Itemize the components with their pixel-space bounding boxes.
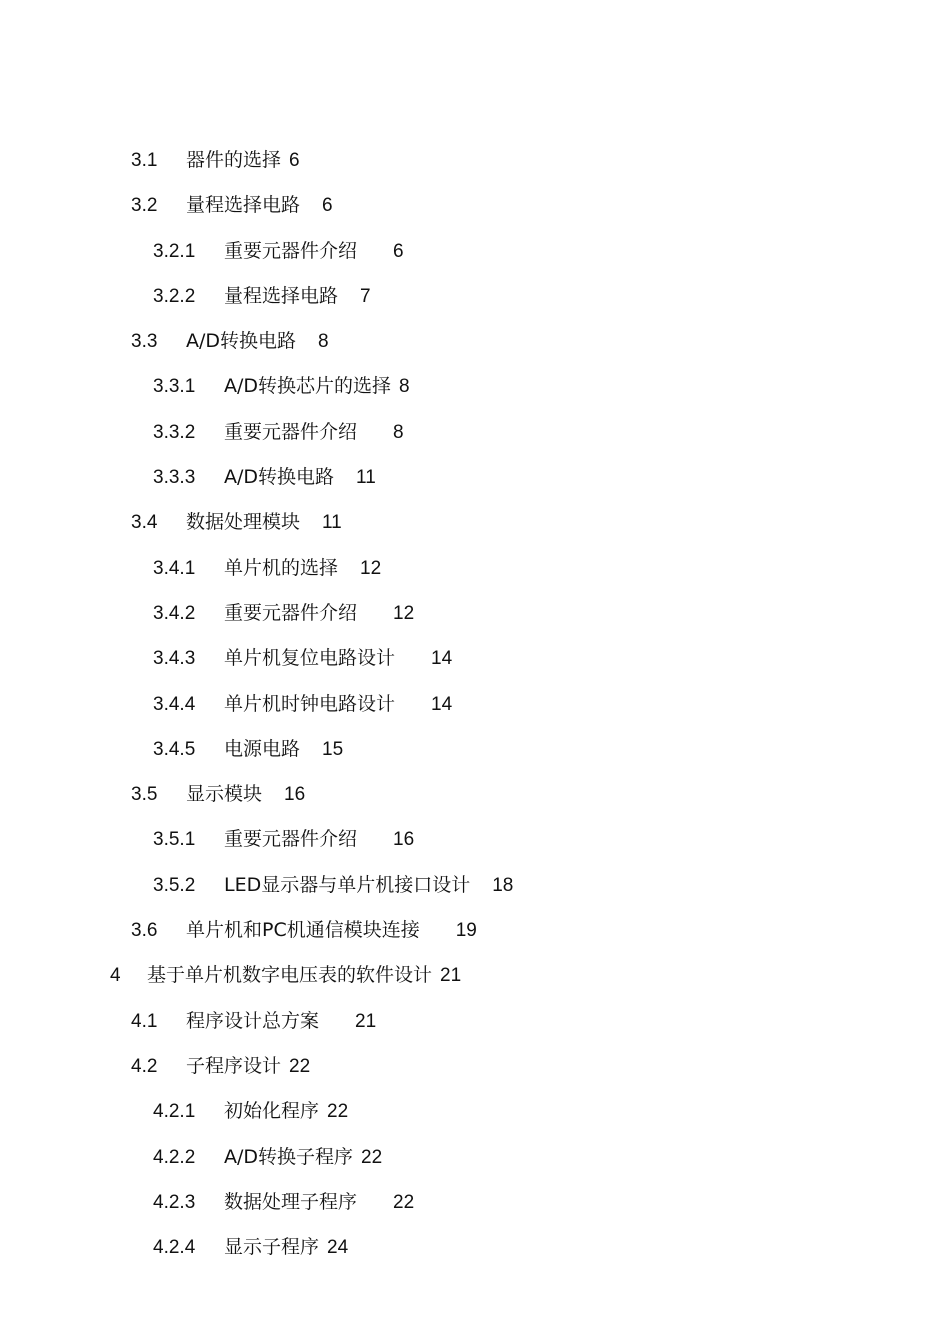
toc-entry-title: A/D转换电路	[186, 330, 297, 353]
toc-entry-number: 3.2.2	[153, 285, 196, 307]
toc-entry[interactable]	[0, 999, 950, 1044]
toc-entry-title: LED显示器与单片机接口设计	[224, 873, 471, 896]
toc-entry-number: 3.4.2	[153, 602, 196, 624]
toc-entry-title: 显示模块	[186, 783, 263, 806]
toc-entry-page-number: 22	[289, 1055, 311, 1077]
toc-entry-page-number: 12	[393, 602, 415, 624]
toc-entry-number: 3.4	[131, 512, 158, 534]
toc-entry-page-number: 16	[284, 784, 306, 806]
toc-entry-page-number: 6	[289, 150, 300, 171]
toc-entry-title: 子程序设计	[186, 1054, 282, 1077]
toc-entry-number: 4.2	[131, 1055, 158, 1077]
toc-entry-page-number: 22	[393, 1191, 415, 1213]
toc-entry-number: 3.4.3	[153, 648, 196, 670]
toc-entry[interactable]	[0, 908, 950, 953]
toc-entry-number: 3.3.2	[153, 421, 196, 443]
toc-entry-title-group	[224, 1089, 348, 1134]
toc-entry[interactable]	[0, 546, 950, 591]
toc-entry[interactable]	[0, 410, 950, 455]
toc-entry-title-group	[186, 500, 342, 545]
toc-entry-page-number: 14	[431, 693, 453, 715]
toc-entry-title-group	[224, 274, 371, 319]
toc-entry-title: 重要元器件介绍	[224, 420, 358, 443]
toc-entry-title-group	[224, 636, 452, 681]
toc-entry[interactable]	[0, 727, 950, 772]
toc-entry-page-number: 8	[399, 376, 410, 398]
toc-entry-page-number: 6	[393, 240, 404, 262]
toc-entry-title: 单片机和PC机通信模块连接	[186, 919, 420, 942]
toc-entry-title: 初始化程序	[224, 1100, 320, 1123]
table-of-contents	[0, 138, 950, 1270]
toc-entry[interactable]	[0, 364, 950, 409]
toc-entry-title: 器件的选择	[186, 149, 282, 171]
toc-entry-page-number: 8	[393, 421, 404, 443]
toc-entry-title: A/D转换芯片的选择	[224, 375, 392, 398]
toc-entry[interactable]	[0, 591, 950, 636]
toc-entry[interactable]	[0, 1044, 950, 1089]
toc-entry-number: 3.4.4	[153, 693, 196, 715]
toc-entry-title-group	[224, 863, 513, 908]
toc-entry[interactable]	[0, 319, 950, 364]
toc-entry-title-group	[186, 319, 329, 364]
toc-entry[interactable]	[0, 1135, 950, 1180]
toc-entry-number: 3.1	[131, 150, 158, 171]
toc-entry-title-group	[224, 727, 343, 772]
toc-entry-title-group	[224, 591, 414, 636]
toc-entry-number: 3.5.1	[153, 829, 196, 851]
toc-entry[interactable]	[0, 500, 950, 545]
toc-entry-page-number: 11	[322, 512, 342, 534]
toc-entry[interactable]	[0, 682, 950, 727]
toc-entry-title-group	[224, 546, 381, 591]
toc-entry-title: 单片机的选择	[224, 556, 339, 579]
toc-entry[interactable]	[0, 953, 950, 998]
toc-entry-page-number: 14	[431, 648, 453, 670]
toc-entry[interactable]	[0, 229, 950, 274]
toc-entry[interactable]	[0, 1180, 950, 1225]
toc-entry-title: 显示子程序	[224, 1236, 320, 1259]
toc-entry-number: 3.3.3	[153, 467, 196, 489]
toc-entry-number: 4.2.3	[153, 1191, 196, 1213]
toc-entry-number: 3.3	[131, 331, 158, 353]
toc-entry[interactable]	[0, 455, 950, 500]
toc-entry-number: 4.2.1	[153, 1101, 196, 1123]
toc-entry[interactable]	[0, 183, 950, 228]
toc-entry-title: 电源电路	[224, 737, 301, 760]
toc-entry-page-number: 11	[356, 467, 376, 489]
toc-entry-title-group	[186, 1044, 310, 1089]
toc-entry-number: 3.4.5	[153, 738, 196, 760]
toc-entry-title-group	[186, 908, 477, 953]
toc-entry-number: 4	[110, 965, 121, 987]
toc-entry-title: 量程选择电路	[186, 194, 301, 217]
toc-entry-title: 单片机复位电路设计	[224, 647, 396, 670]
toc-entry-title-group	[224, 1225, 348, 1270]
toc-entry-title-group	[186, 772, 305, 817]
toc-entry-title-group	[224, 229, 404, 274]
toc-entry-title-group	[224, 410, 404, 455]
toc-entry[interactable]	[0, 274, 950, 319]
toc-entry-page-number: 22	[327, 1101, 349, 1123]
toc-entry-title-group	[224, 682, 452, 727]
toc-entry[interactable]	[0, 863, 950, 908]
toc-entry-title: 单片机时钟电路设计	[224, 692, 396, 715]
toc-entry-page-number: 18	[492, 874, 514, 896]
toc-entry-title-group	[186, 138, 300, 183]
toc-entry-page-number: 7	[360, 285, 371, 307]
toc-entry-page-number: 22	[361, 1146, 383, 1168]
toc-entry-title-group	[186, 183, 333, 228]
toc-entry-page-number: 21	[355, 1010, 377, 1032]
toc-entry-page-number: 8	[318, 331, 329, 353]
toc-entry-page-number: 6	[322, 195, 333, 217]
toc-entry[interactable]	[0, 1089, 950, 1134]
toc-entry-number: 3.2	[131, 195, 158, 217]
toc-entry-number: 3.6	[131, 920, 158, 942]
toc-entry-title: 量程选择电路	[224, 284, 339, 307]
toc-entry-title: 重要元器件介绍	[224, 239, 358, 262]
toc-entry-number: 3.4.1	[153, 557, 196, 579]
toc-entry-page-number: 12	[360, 557, 382, 579]
toc-entry-page-number: 16	[393, 829, 415, 851]
toc-entry-number: 4.2.4	[153, 1237, 196, 1259]
toc-entry[interactable]	[0, 817, 950, 862]
toc-entry-number: 3.5.2	[153, 874, 196, 896]
toc-entry-title-group	[224, 455, 376, 500]
toc-entry-title-group	[147, 953, 461, 998]
toc-entry-title-group	[224, 817, 414, 862]
toc-entry-title: 数据处理模块	[186, 511, 301, 534]
toc-entry-title: A/D转换子程序	[224, 1145, 354, 1168]
toc-entry[interactable]	[0, 636, 950, 681]
toc-entry-number: 3.2.1	[153, 240, 196, 262]
toc-entry-title-group	[224, 1180, 414, 1225]
toc-entry-title-group	[224, 364, 410, 409]
toc-entry-number: 4.1	[131, 1010, 158, 1032]
toc-entry-number: 3.5	[131, 784, 158, 806]
toc-entry-number: 3.3.1	[153, 376, 196, 398]
toc-entry-title: 重要元器件介绍	[224, 601, 358, 624]
toc-entry[interactable]	[0, 138, 950, 183]
toc-entry-title: 基于单片机数字电压表的软件设计	[147, 964, 433, 987]
toc-entry[interactable]	[0, 1225, 950, 1270]
toc-entry-page-number: 19	[455, 920, 477, 942]
toc-entry-title: 重要元器件介绍	[224, 828, 358, 851]
toc-entry-number: 4.2.2	[153, 1146, 196, 1168]
toc-entry-page-number: 24	[327, 1237, 349, 1259]
toc-entry-page-number: 15	[322, 738, 344, 760]
toc-entry-title: 数据处理子程序	[224, 1190, 358, 1213]
toc-entry-title: 程序设计总方案	[186, 1009, 320, 1032]
toc-entry-title-group	[224, 1135, 382, 1180]
toc-entry-page-number: 21	[440, 965, 462, 987]
toc-entry-title-group	[186, 999, 376, 1044]
toc-entry[interactable]	[0, 772, 950, 817]
toc-entry-title: A/D转换电路	[224, 466, 335, 489]
